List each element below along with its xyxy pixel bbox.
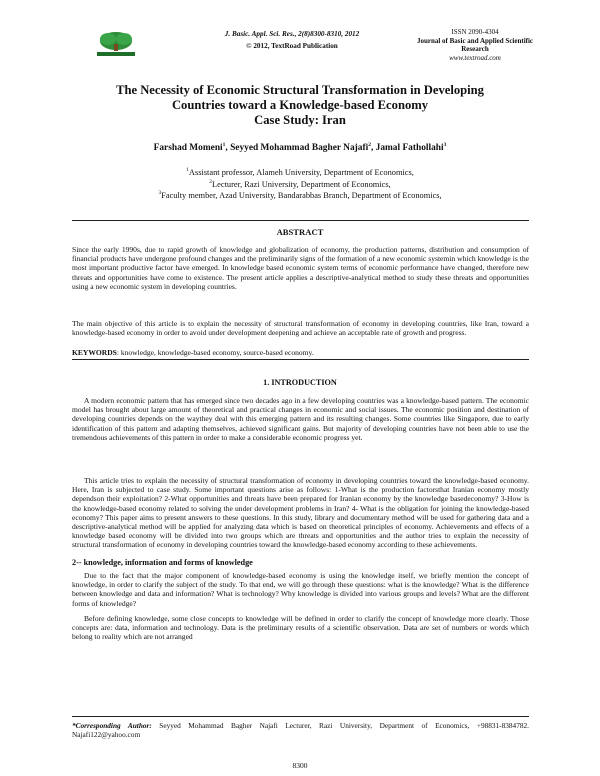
section-heading-knowledge: 2-- knowledge, information and forms of knowledge [72, 558, 253, 567]
issn: ISSN 2090-4304 [451, 28, 499, 36]
author-name: Jamal Fathollahi [375, 143, 444, 153]
footnote-rule [72, 716, 529, 717]
intro-paragraph-1: A modern economic pattern that has emerged since two decades ago in a few developing countries was a knowledge-based pattern. The economic model has brought about large amount of theoretical and practical changes in economic and social issues. The economic position and destination of developing countries depends on the waythey deal with this emerging pattern and its resulting changes. Some countries like Singapore, due to early identification of this pattern and adapting themselves, achieved significant gains. But majority of developing countries have not been able to use the tremendous achievements of this pattern in order to make a considerable economic progress yet. [72, 396, 529, 442]
section-heading-introduction: 1. INTRODUCTION [263, 378, 337, 387]
keywords-label: KEYWORDS [72, 348, 117, 357]
intro-paragraph-2: This article tries to explain the necessity of structural transformation of economy in developing countries toward the knowledge-based economy. Here, Iran is subjected to case study. Some important questions arise as follows: 1-What is the production factorsthat Iranian economy mostly dependson their exploitation? 2-What opportunities and threats have been prepared for Iranian economy by the knowledge basedeconomy? 3-How is the knowledge-based economy related to solving the under development problems in Iran? 4- What is the obligation for joining the knowledge-based economy? This paper aims to present answers to these questions. In this study, library and documentary method will be used for gathering data and a descriptive-analytical method will be applied for analyzing data which is based on theoretical principles of economy. Achievements and effects of a knowledge based economy will be divided into two groups which are threats and opportunities and the author tries to explain the necessity of structural transformation of economy in developing countries toward the knowledge-based economy according to these achievements. [72, 476, 529, 550]
author-sup: 1 [222, 141, 226, 148]
journal-url[interactable]: www.textroad.com [449, 53, 501, 62]
affiliation-line: $^2$Lecturer, Razi University, Department of Economics, [209, 178, 391, 189]
abstract-objective: The main objective of this article is to explain the necessity of structural transformation of economy in developing countries, like Iran, toward a knowledge-based economy in order to avoid under development deepening and achieve an acceptable rate of growth and progress. [72, 319, 529, 338]
title-line: Case Study: Iran [254, 113, 346, 128]
abstract-bottom-rule [72, 359, 529, 360]
footnote-label: *Corresponding Author: [72, 721, 152, 730]
copyright-line: © 2012, TextRoad Publication [246, 42, 338, 50]
author-name: Farshad Momeni [153, 143, 223, 153]
corresponding-author-footnote [72, 721, 529, 739]
abstract-heading: ABSTRACT [276, 227, 324, 237]
abstract-top-rule [72, 220, 529, 221]
author-sup: 3 [443, 141, 447, 148]
footnote-text: Seyyed Mohammad Bagher Najafi Lecturer, Razi University, Department of Economics, +98831-8384782. Najafi122@yahoo.com [72, 721, 529, 739]
abstract-paragraph: Since the early 1990s, due to rapid growth of knowledge and globalization of economy, the production patterns, distribution and consumption of financial products have undergone profound changes and the preliminarily signs of the formation of a new economic systemin which knowledge is the most important productive factor have emerged. In knowledge based economic system terms of economic performance have changed, therefore new threats and opportunities have come to existence. The present article applies a descriptive-analytical method to study these threats and opportunities using a new economic system in developing countries. [72, 245, 529, 291]
page-number: 8300 [292, 761, 308, 770]
keywords-line [72, 348, 529, 357]
author-list: Farshad Momeni$^1$, Seyyed Mohammad Bagher Najafi$^2$, Jamal Fathollahi$^3$ [153, 141, 447, 153]
journal-info [415, 28, 535, 62]
author-sup: 2 [368, 141, 371, 148]
title-line: Countries toward a Knowledge-based Economy [171, 98, 429, 113]
tree-logo-icon [93, 29, 139, 57]
paper-title [60, 83, 540, 129]
publisher-logo [93, 29, 139, 57]
section2-paragraph-2: Before defining knowledge, some close concepts to knowledge will be defined in order to clarify the concept of knowledge more clearly. Those concepts are: data, information and technology. Data is the preliminary results of a scientific observation. Data are set of numbers or words which belong to reality which are not arranged [72, 614, 529, 642]
keywords-text: : knowledge, knowledge-based economy, source-based economy. [116, 348, 314, 357]
title-line: The Necessity of Economic Structural Transformation in Developing [116, 83, 484, 97]
section2-paragraph-1: Due to the fact that the major component of knowledge-based economy is using the knowledge itself, we briefly mention the concept of knowledge, in order to clarify the subject of the study. To that end, we will go through these questions: what is the knowledge? What is the difference between knowledge and data and information? What is technology? Why knowledge is divided into various groups and levels? What are the different forms of knowledge? [72, 571, 529, 608]
affiliation-line: $^1$Assistant professor, Alameh University, Department of Economics, [186, 167, 414, 177]
affiliations [60, 167, 540, 202]
journal-citation: J. Basic. Appl. Sci. Res., 2(8)8300-8310, 2012 [224, 30, 360, 38]
journal-header [212, 28, 372, 52]
affiliation-line: $^3$Faculty member, Azad University, Bandarabbas Branch, Department of Economics, [158, 190, 442, 200]
journal-name: Journal of Basic and Applied Scientific Research [416, 36, 534, 54]
author-name: Seyyed Mohammad Bagher Najafi [230, 143, 369, 153]
